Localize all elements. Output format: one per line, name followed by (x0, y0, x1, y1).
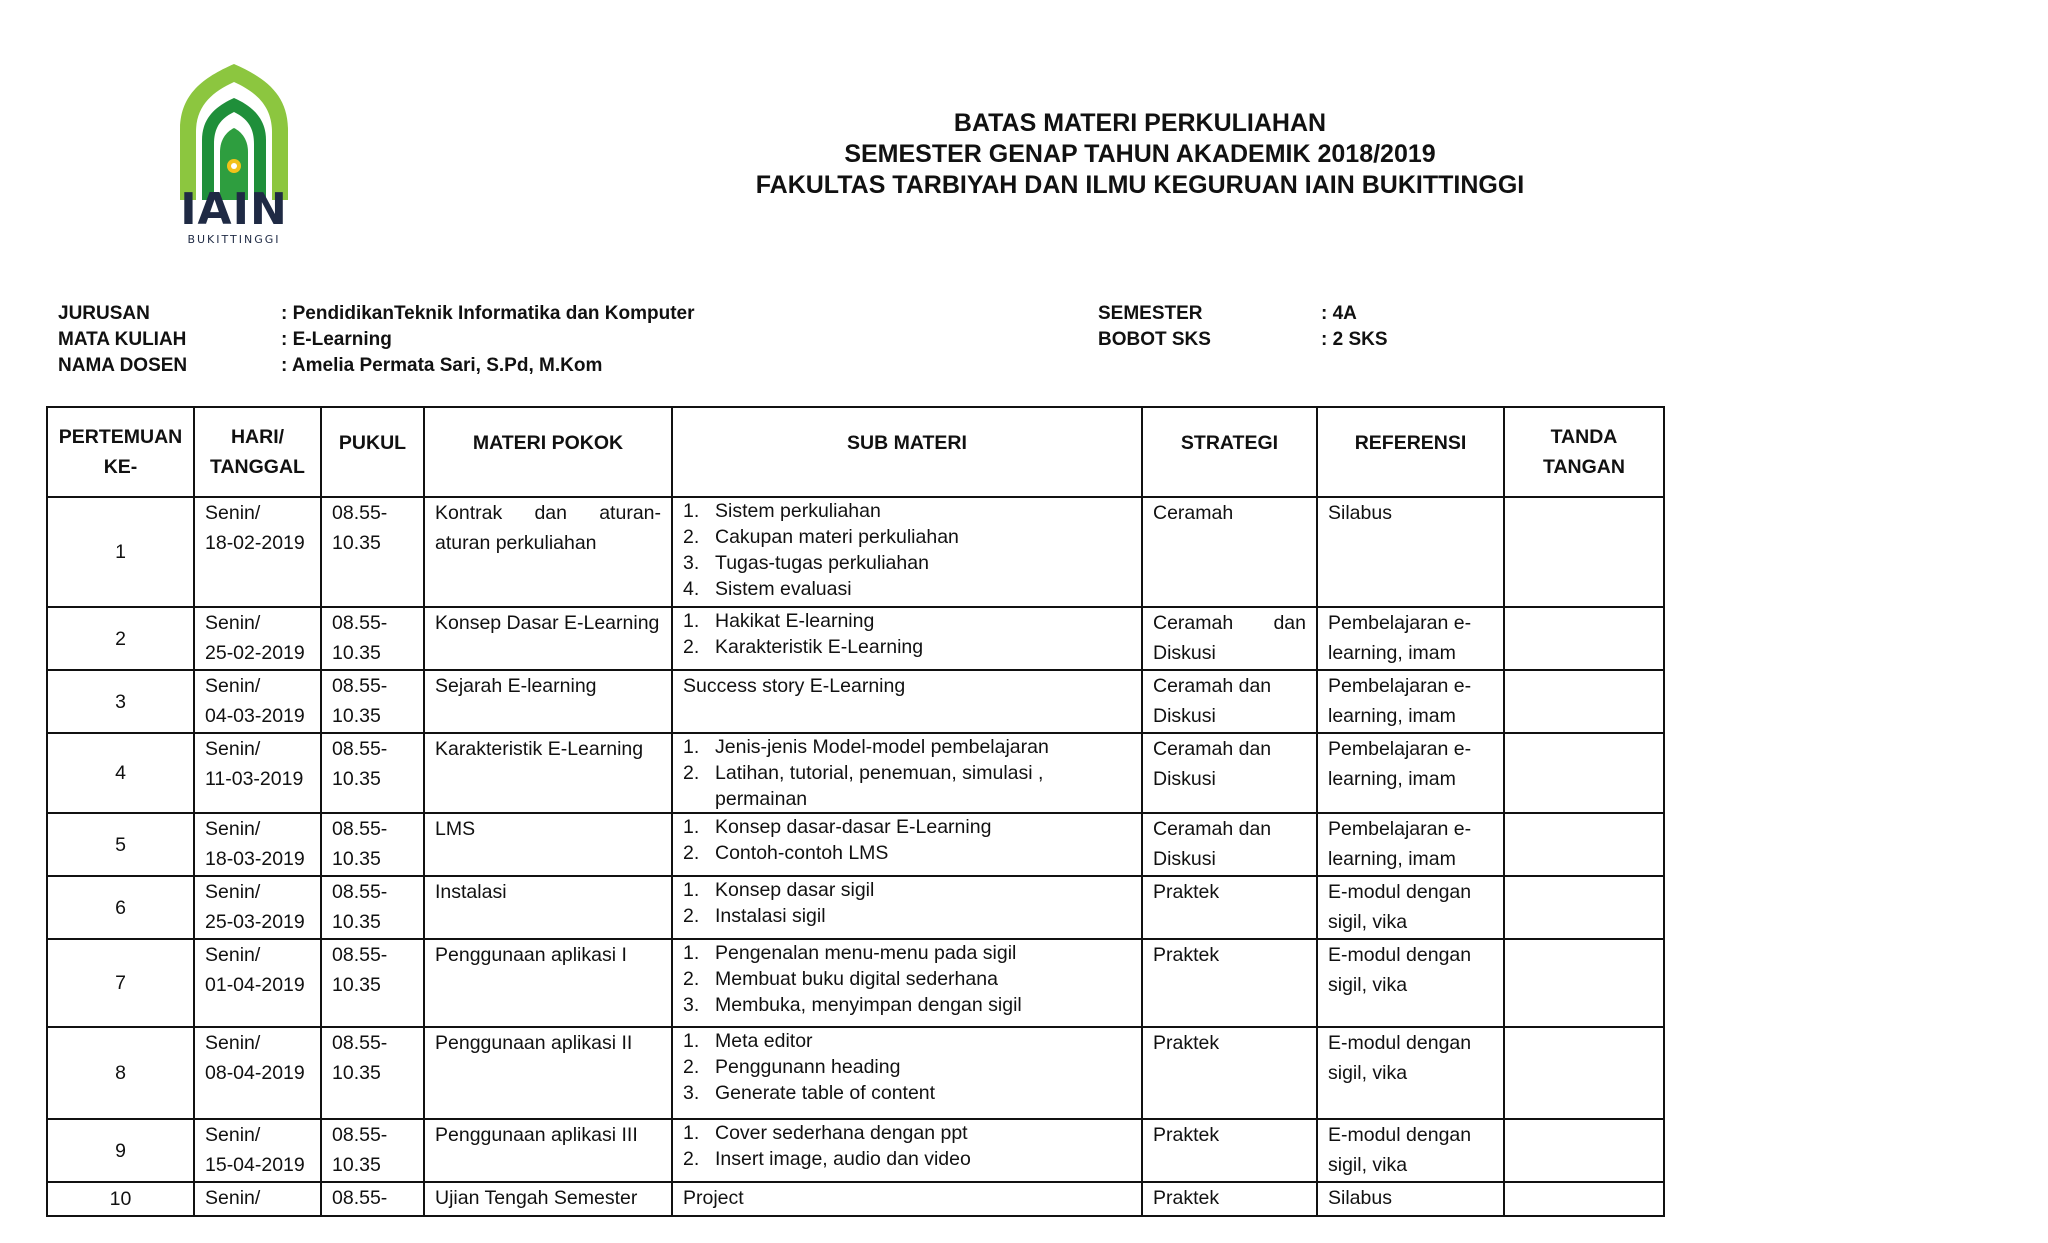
document-header (400, 108, 1880, 201)
matkul-label: MATA KULIAH (58, 329, 187, 350)
cell-strategi: Praktek (1142, 939, 1317, 1027)
table-row (47, 1027, 1664, 1119)
table-row (47, 876, 1664, 939)
list-item (683, 550, 1131, 576)
sub-materi-list (683, 940, 1131, 1018)
cell-tanda-tangan (1504, 813, 1664, 876)
sks-value: : 2 SKS (1321, 329, 1388, 350)
time-start: 08.55- (332, 502, 388, 524)
cell-pertemuan: 4 (47, 733, 194, 813)
cell-referensi: E-modul dengan sigil, vika (1317, 939, 1504, 1027)
cell-tanda-tangan (1504, 733, 1664, 813)
list-number: 4. (683, 578, 700, 600)
cell-strategi: Ceramah dan Diskusi (1142, 733, 1317, 813)
cell-tanda-tangan (1504, 497, 1664, 607)
col-hari-tanggal: HARI/ TANGGAL (194, 407, 321, 497)
table-row (47, 1119, 1664, 1182)
cell-pukul (321, 1182, 424, 1216)
list-item (683, 1120, 1131, 1146)
day-text: Senin/ (205, 881, 261, 903)
course-info (58, 301, 695, 379)
cell-pukul (321, 670, 424, 733)
date-text: 01-04-2019 (205, 974, 305, 996)
cell-strategi: Ceramah dan Diskusi (1142, 607, 1317, 670)
sub-materi-text: Penggunann heading (715, 1056, 901, 1078)
list-number: 1. (683, 942, 700, 964)
sub-materi-text: Cakupan materi perkuliahan (715, 526, 959, 548)
cell-tanda-tangan (1504, 607, 1664, 670)
cell-sub-materi (672, 497, 1142, 607)
time-end: 10.35 (332, 532, 381, 554)
list-item (683, 524, 1131, 550)
list-number: 2. (683, 1148, 700, 1170)
sub-materi-text: Membuka, menyimpan dengan sigil (715, 994, 1022, 1016)
list-item (683, 1028, 1131, 1054)
cell-pertemuan: 9 (47, 1119, 194, 1182)
cell-pertemuan: 3 (47, 670, 194, 733)
list-item (683, 1054, 1131, 1080)
col-pertemuan: PERTEMUAN KE- (47, 407, 194, 497)
time-end: 10.35 (332, 974, 381, 996)
time-start: 08.55- (332, 881, 388, 903)
list-item (683, 840, 1131, 866)
cell-strategi: Ceramah (1142, 497, 1317, 607)
col-pukul: PUKUL (321, 407, 424, 497)
day-text: Senin/ (205, 675, 261, 697)
time-start: 08.55- (332, 1032, 388, 1054)
sub-materi-text: Karakteristik E-Learning (715, 636, 924, 658)
cell-strategi: Ceramah dan Diskusi (1142, 670, 1317, 733)
sub-materi-list (683, 1028, 1131, 1106)
list-number: 2. (683, 968, 700, 990)
cell-materi-pokok: Karakteristik E-Learning (424, 733, 672, 813)
cell-pukul (321, 733, 424, 813)
list-number: 1. (683, 736, 700, 758)
cell-strategi: Praktek (1142, 1027, 1317, 1119)
sub-materi-text: Jenis-jenis Model-model pembelajaran (715, 736, 1049, 758)
cell-materi-pokok: Kontrak dan aturan-aturan perkuliahan (424, 497, 672, 607)
list-item (683, 760, 1131, 812)
time-end: 10.35 (332, 911, 381, 933)
cell-referensi: E-modul dengan sigil, vika (1317, 1119, 1504, 1182)
cell-hari-tanggal (194, 1027, 321, 1119)
sub-materi-text: Pengenalan menu-menu pada sigil (715, 942, 1017, 964)
jurusan-value: : PendidikanTeknik Informatika dan Komputer (281, 303, 695, 324)
time-start: 08.55- (332, 612, 388, 634)
time-end: 10.35 (332, 642, 381, 664)
cell-hari-tanggal (194, 939, 321, 1027)
list-number: 3. (683, 552, 700, 574)
day-text: Senin/ (205, 1124, 261, 1146)
title-line-2: SEMESTER GENAP TAHUN AKADEMIK 2018/2019 (844, 140, 1436, 168)
list-number: 1. (683, 879, 700, 901)
cell-tanda-tangan (1504, 1027, 1664, 1119)
schedule-table (46, 406, 1665, 1217)
cell-pertemuan: 5 (47, 813, 194, 876)
list-number: 2. (683, 1056, 700, 1078)
table-row (47, 733, 1664, 813)
cell-pukul (321, 813, 424, 876)
sub-materi-text: Latihan, tutorial, penemuan, simulasi , permainan (715, 762, 1044, 810)
cell-pertemuan: 10 (47, 1182, 194, 1216)
date-text: 08-04-2019 (205, 1062, 305, 1084)
table-row (47, 1182, 1664, 1216)
cell-referensi: E-modul dengan sigil, vika (1317, 876, 1504, 939)
cell-pukul (321, 939, 424, 1027)
time-end: 10.35 (332, 1062, 381, 1084)
cell-tanda-tangan (1504, 670, 1664, 733)
cell-materi-pokok: Penggunaan aplikasi II (424, 1027, 672, 1119)
cell-hari-tanggal (194, 876, 321, 939)
time-start: 08.55- (332, 1124, 388, 1146)
cell-materi-pokok: Ujian Tengah Semester (424, 1182, 672, 1216)
col-sub-materi: SUB MATERI (672, 407, 1142, 497)
list-item (683, 576, 1131, 602)
list-number: 1. (683, 1122, 700, 1144)
cell-tanda-tangan (1504, 876, 1664, 939)
list-number: 1. (683, 816, 700, 838)
dosen-value: : Amelia Permata Sari, S.Pd, M.Kom (281, 355, 603, 376)
cell-materi-pokok: Instalasi (424, 876, 672, 939)
cell-tanda-tangan (1504, 1182, 1664, 1216)
sks-label: BOBOT SKS (1098, 329, 1211, 350)
sub-materi-text: Sistem perkuliahan (715, 500, 881, 522)
sub-materi-text: Konsep dasar sigil (715, 879, 875, 901)
table-row (47, 497, 1664, 607)
cell-hari-tanggal (194, 497, 321, 607)
logo-wordmark: IAIN (180, 184, 288, 235)
date-text: 25-03-2019 (205, 911, 305, 933)
col-tanda-tangan: TANDA TANGAN (1504, 407, 1664, 497)
table-row (47, 670, 1664, 733)
list-number: 2. (683, 842, 700, 864)
list-number: 2. (683, 762, 700, 784)
time-start: 08.55- (332, 818, 388, 840)
day-text: Senin/ (205, 818, 261, 840)
date-text: 18-03-2019 (205, 848, 305, 870)
sub-materi-text: Tugas-tugas perkuliahan (715, 552, 929, 574)
sub-materi-text: Cover sederhana dengan ppt (715, 1122, 968, 1144)
cell-sub-materi (672, 939, 1142, 1027)
cell-referensi: Silabus (1317, 1182, 1504, 1216)
cell-hari-tanggal (194, 813, 321, 876)
cell-pukul (321, 607, 424, 670)
time-start: 08.55- (332, 675, 388, 697)
cell-hari-tanggal (194, 1182, 321, 1216)
cell-referensi: Pembelajaran e-learning, imam (1317, 813, 1504, 876)
sub-materi-list (683, 608, 1131, 660)
cell-referensi: Pembelajaran e-learning, imam (1317, 607, 1504, 670)
cell-tanda-tangan (1504, 1119, 1664, 1182)
table-row (47, 607, 1664, 670)
date-text: 25-02-2019 (205, 642, 305, 664)
cell-materi-pokok: Konsep Dasar E-Learning (424, 607, 672, 670)
time-start: 08.55- (332, 1187, 388, 1209)
time-start: 08.55- (332, 944, 388, 966)
cell-pertemuan: 6 (47, 876, 194, 939)
day-text: Senin/ (205, 738, 261, 760)
cell-strategi: Praktek (1142, 876, 1317, 939)
col-materi-pokok: MATERI POKOK (424, 407, 672, 497)
cell-sub-materi (672, 607, 1142, 670)
sub-materi-list (683, 877, 1131, 929)
time-end: 10.35 (332, 1154, 381, 1176)
table-header-row (47, 407, 1664, 497)
list-item (683, 940, 1131, 966)
title-line-3: FAKULTAS TARBIYAH DAN ILMU KEGURUAN IAIN BUKITTINGGI (755, 171, 1525, 199)
list-number: 2. (683, 526, 700, 548)
list-number: 2. (683, 905, 700, 927)
list-number: 2. (683, 636, 700, 658)
time-end: 10.35 (332, 768, 381, 790)
cell-pukul (321, 497, 424, 607)
cell-hari-tanggal (194, 1119, 321, 1182)
cell-referensi: E-modul dengan sigil, vika (1317, 1027, 1504, 1119)
sub-materi-text: Membuat buku digital sederhana (715, 968, 998, 990)
list-number: 1. (683, 1030, 700, 1052)
sub-materi-list (683, 1120, 1131, 1172)
iain-logo (172, 60, 296, 250)
day-text: Senin/ (205, 502, 261, 524)
cell-materi-pokok: Sejarah E-learning (424, 670, 672, 733)
list-item (683, 498, 1131, 524)
cell-hari-tanggal (194, 733, 321, 813)
cell-sub-materi: Project (672, 1182, 1142, 1216)
cell-pertemuan: 2 (47, 607, 194, 670)
cell-referensi: Pembelajaran e-learning, imam (1317, 670, 1504, 733)
sub-materi-text: Generate table of content (715, 1082, 936, 1104)
semester-info (1098, 301, 1388, 353)
matkul-value: : E-Learning (281, 329, 392, 350)
time-end: 10.35 (332, 848, 381, 870)
list-item (683, 966, 1131, 992)
logo-subtitle: BUKITTINGGI (187, 233, 281, 246)
date-text: 18-02-2019 (205, 532, 305, 554)
list-item (683, 608, 1131, 634)
day-text: Senin/ (205, 944, 261, 966)
list-item (683, 734, 1131, 760)
list-item (683, 992, 1131, 1018)
table-row (47, 813, 1664, 876)
cell-sub-materi: Success story E-Learning (672, 670, 1142, 733)
cell-pertemuan: 1 (47, 497, 194, 607)
list-number: 1. (683, 500, 700, 522)
sub-materi-text: Contoh-contoh LMS (715, 842, 889, 864)
semester-label: SEMESTER (1098, 303, 1203, 324)
cell-strategi: Ceramah dan Diskusi (1142, 813, 1317, 876)
cell-sub-materi (672, 813, 1142, 876)
cell-pukul (321, 1119, 424, 1182)
date-text: 15-04-2019 (205, 1154, 305, 1176)
list-number: 3. (683, 1082, 700, 1104)
list-item (683, 1080, 1131, 1106)
semester-value: : 4A (1321, 303, 1357, 324)
cell-pukul (321, 1027, 424, 1119)
list-number: 1. (683, 610, 700, 632)
list-item (683, 903, 1131, 929)
sub-materi-list (683, 498, 1131, 602)
cell-tanda-tangan (1504, 939, 1664, 1027)
cell-strategi: Praktek (1142, 1182, 1317, 1216)
sub-materi-list (683, 734, 1131, 812)
cell-hari-tanggal (194, 607, 321, 670)
day-text: Senin/ (205, 1032, 261, 1054)
sub-materi-text: Insert image, audio dan video (715, 1148, 971, 1170)
cell-sub-materi (672, 876, 1142, 939)
sub-materi-text: Meta editor (715, 1030, 813, 1052)
col-strategi: STRATEGI (1142, 407, 1317, 497)
list-item (683, 1146, 1131, 1172)
sub-materi-text: Konsep dasar-dasar E-Learning (715, 816, 992, 838)
cell-hari-tanggal (194, 670, 321, 733)
cell-materi-pokok: Penggunaan aplikasi III (424, 1119, 672, 1182)
sub-materi-text: Sistem evaluasi (715, 578, 852, 600)
col-referensi: REFERENSI (1317, 407, 1504, 497)
cell-sub-materi (672, 1119, 1142, 1182)
list-item (683, 877, 1131, 903)
cell-sub-materi (672, 1027, 1142, 1119)
date-text: 11-03-2019 (205, 768, 304, 790)
cell-pukul (321, 876, 424, 939)
cell-sub-materi (672, 733, 1142, 813)
cell-pertemuan: 7 (47, 939, 194, 1027)
cell-strategi: Praktek (1142, 1119, 1317, 1182)
time-start: 08.55- (332, 738, 388, 760)
cell-materi-pokok: LMS (424, 813, 672, 876)
cell-referensi: Silabus (1317, 497, 1504, 607)
cell-materi-pokok: Penggunaan aplikasi I (424, 939, 672, 1027)
title-line-1: BATAS MATERI PERKULIAHAN (953, 109, 1327, 137)
day-text: Senin/ (205, 612, 261, 634)
list-item (683, 814, 1131, 840)
time-end: 10.35 (332, 705, 381, 727)
sub-materi-list (683, 814, 1131, 866)
sub-materi-text: Hakikat E-learning (715, 610, 875, 632)
date-text: 04-03-2019 (205, 705, 305, 727)
cell-pertemuan: 8 (47, 1027, 194, 1119)
sub-materi-text: Instalasi sigil (715, 905, 826, 927)
dosen-label: NAMA DOSEN (58, 355, 188, 376)
day-text: Senin/ (205, 1187, 261, 1209)
cell-referensi: Pembelajaran e-learning, imam (1317, 733, 1504, 813)
list-item (683, 634, 1131, 660)
list-number: 3. (683, 994, 700, 1016)
jurusan-label: JURUSAN (58, 303, 150, 324)
table-row (47, 939, 1664, 1027)
